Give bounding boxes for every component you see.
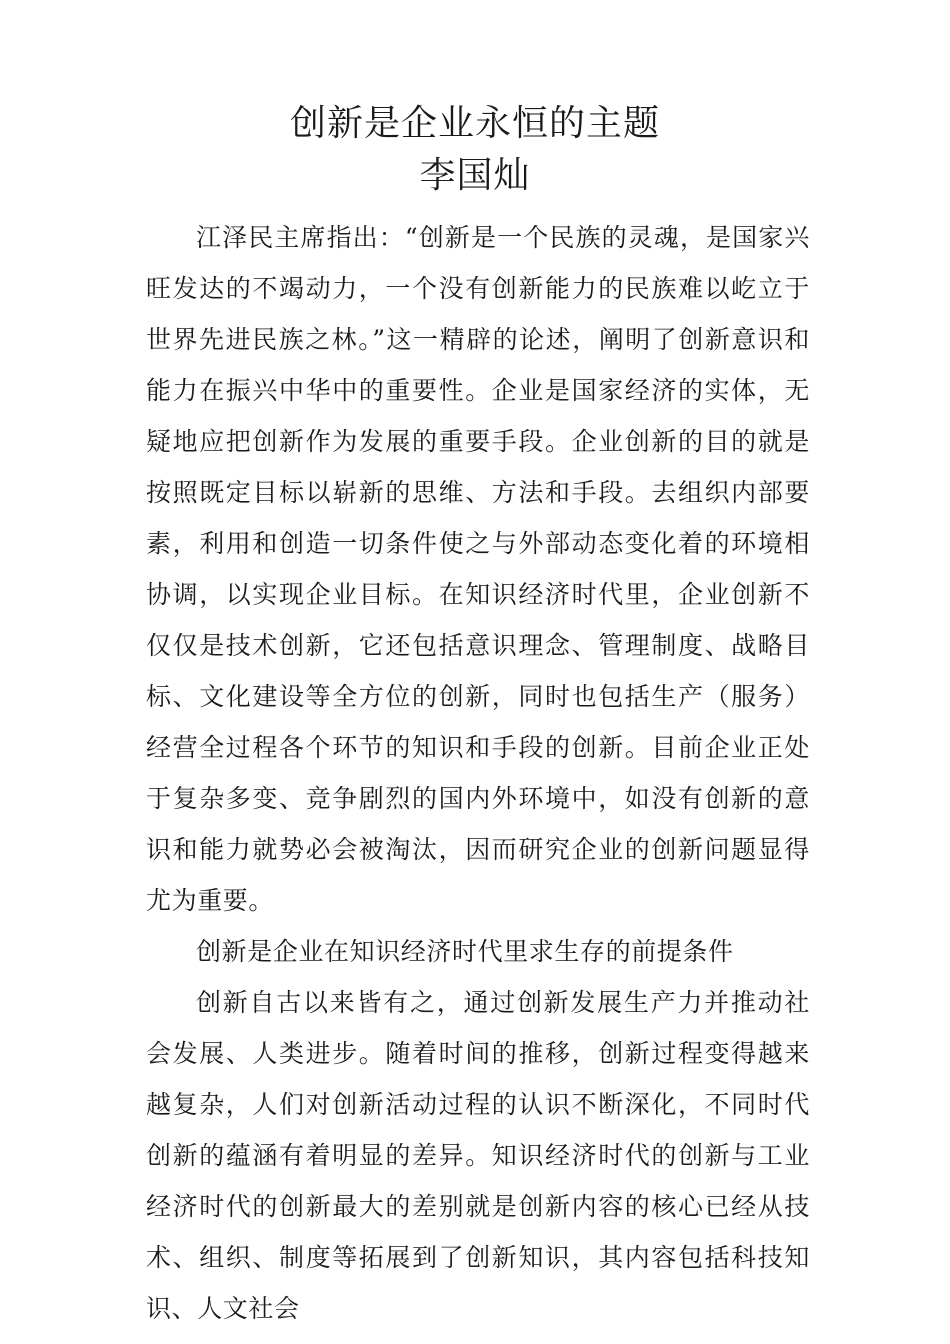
paragraph-intro: 江泽民主席指出：“创新是一个民族的灵魂，是国家兴旺发达的不竭动力，一个没有创新能力的民族难以屹立于世界先进民族之林。”这一精辟的论述，阐明了创新意识和能力在振兴中华中的重要性。企业是国家经济的实体，无疑地应把创新作为发展的重要手段。企业创新的目的就是按照既定目标以崭新的思维、方法和手段。去组织内部要素，利用和创造一切条件使之与外部动态变化着的环境相协调，以实现企业目标。在知识经济时代里，企业创新不仅仅是技术创新，它还包括意识理念、管理制度、战略目标、文化建设等全方位的创新，同时也包括生产（服务）经营全过程各个环节的知识和手段的创新。目前企业正处于复杂多变、竞争剧烈的国内外环境中，如没有创新的意识和能力就势必会被淘汰，因而研究企业的创新问题显得尤为重要。	[146, 223, 810, 915]
document-author: 李国灿	[419, 155, 531, 196]
paragraph-section-body: 创新自古以来皆有之，通过创新发展生产力并推动社会发展、人类进步。随着时间的推移，创新过程变得越来越复杂，人们对创新活动过程的认识不断深化，不同时代创新的蕴涵有着明显的差异。知识经济时代的创新与工业经济时代的创新最大的差别就是创新内容的核心已经从技术、组织、制度等拓展到了创新知识，其内容包括科技知识、人文社会	[146, 988, 810, 1323]
document-body	[146, 212, 810, 1334]
section-heading: 创新是企业在知识经济时代里求生存的前提条件	[196, 937, 734, 966]
document-title: 创新是企业永恒的主题	[289, 103, 660, 144]
